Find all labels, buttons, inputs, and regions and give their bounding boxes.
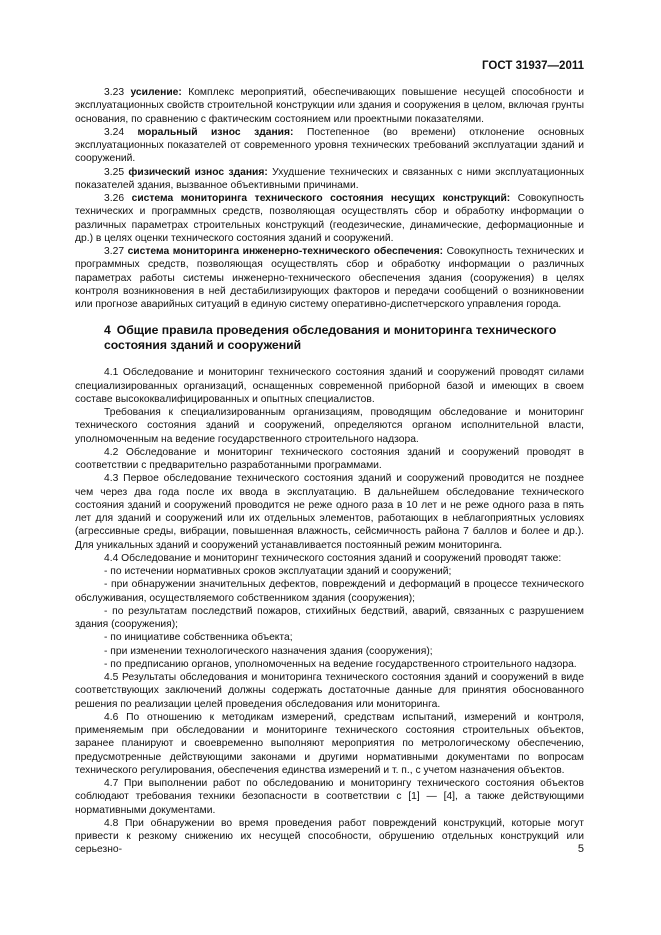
definition-3-23: 3.23 усиление: Комплекс мероприятий, обеспечивающих повышение несущей способности и эксплуатационных свойств строительной конструкции или здания и сооружения в целом, включая грунты основания, по сравнению с фактическим состоянием или проектными показателями. (75, 87, 584, 125)
list-item: - по истечении нормативных сроков эксплуатации зданий и сооружений; (104, 566, 452, 577)
definition-3-25: 3.25 физический износ здания: Ухудшение технических и связанных с ними эксплуатационных показателей здания, вызванное объективными причинами. (75, 166, 584, 191)
definition-text: Постепенное (во времени) отклонение основных эксплуатационных показателей от современного уровня технических требований эксплуатации зданий и сооружений. (75, 126, 584, 165)
definition-term: система мониторинга инженерно-технического обеспечения: (127, 246, 444, 257)
definition-term: физический износ здания: (128, 166, 268, 178)
paragraph-4-6: 4.6 По отношению к методикам измерений, средствам испытаний, измерений и контроля, применяемым при обследовании и мониторинге технического состояния строительных объектов, заранее планируют и своевременно выполняют мероприятия по метрологическому обеспечению, предусмотренные действующими законами и другими нормативными документами по вопросам технического регулирования, обеспечения единства измерений и т. п., с учетом назначения объектов. (75, 711, 584, 776)
paragraph-4-8: 4.8 При обнаружении во время проведения работ повреждений конструкций, которые могут привести к резкому снижению их несущей способности, обрушению отдельных конструкций или серьезно- (75, 817, 584, 856)
definition-3-24: 3.24 моральный износ здания: Постепенное (во времени) отклонение основных эксплуатационных показателей от современного уровня технических требований эксплуатации зданий и сооружений. (75, 126, 584, 165)
definition-term: моральный износ здания: (137, 126, 294, 138)
paragraph-4-1: 4.1 Обследование и мониторинг технического состояния зданий и сооружений проводят силами специализированных организаций, оснащенных современной приборной базой и имеющих в своем составе высококвалифицированных и опытных специалистов. (75, 367, 584, 405)
document-body (75, 86, 584, 857)
definition-text: Ухудшение технических и связанных с ними эксплуатационных показателей здания, вызванное объективными причинами. (75, 166, 584, 191)
paragraph-4-4: 4.4 Обследование и мониторинг технического состояния зданий и сооружений проводят также: (104, 552, 562, 564)
document-code: ГОСТ 31937—2011 (482, 60, 584, 72)
definition-3-26: 3.26 система мониторинга технического состояния несущих конструкций: Совокупность технических и программных средств, позволяющая осуществлять сбор и обработку информации о различных параметрах строительных конструкций (геодезические, динамические, деформационные и др.) в целях оценки технического состояния зданий и сооружений. (75, 193, 585, 244)
paragraph-4-2: 4.2 Обследование и мониторинг технического состояния зданий и сооружений проводят в соответствии с предварительно разработанными программами. (75, 446, 584, 471)
paragraph-4-3: 4.3 Первое обследование технического состояния зданий и сооружений проводится не позднее чем через два года после их ввода в эксплуатацию. В дальнейшем обследование технического состояния зданий и сооружений проводится не реже одного раза в 10 лет и не реже одного раза в пять лет для зданий и сооружений или их отдельных элементов, работающих в неблагоприятных условиях (агрессивные среды, вибрации, повышенная влажность, сейсмичность района 7 баллов и более и др.). Для уникальных зданий и сооружений устанавливается постоянный режим мониторинга. (75, 473, 584, 551)
definition-text: Совокупность технических и программных средств, позволяющая осуществлять сбор и обработку информации о различных параметрах строительных конструкций (геодезические, динамические, деформационные и др.) в целях оценки технического состояния зданий и сооружений. (75, 193, 585, 244)
definition-term: усиление: (130, 87, 182, 98)
list-item: - по предписанию органов, уполномоченных на ведение государственного строительного надзора. (104, 658, 577, 670)
section-number: 4 (104, 323, 111, 338)
list-item: - при изменении технологического назначения здания (сооружения); (104, 645, 433, 657)
list-item: - по инициативе собственника объекта; (104, 632, 293, 644)
page-number: 5 (577, 843, 584, 855)
paragraph-4-5: 4.5 Результаты обследования и мониторинга технического состояния зданий и сооружений в виде соответствующих заключений должны содержать достаточные данные для принятия обоснованного решения по реализации целей проведения обследования или мониторинга. (75, 672, 584, 710)
section-title-text: Общие правила проведения обследования и мониторинга технического состояния зданий и сооружений (104, 323, 557, 352)
list-item: - по результатам последствий пожаров, стихийных бедствий, аварий, связанных с разрушением здания (сооружения); (75, 605, 584, 630)
paragraph-4-7: 4.7 При выполнении работ по обследованию и мониторингу технического состояния объектов соблюдают требования техники безопасности в соответствии с [1] — [4], а также действующими нормативными документами. (75, 778, 584, 816)
definition-term: система мониторинга технического состояния несущих конструкций: (131, 193, 511, 204)
section-heading (75, 323, 584, 352)
definition-text: Комплекс мероприятий, обеспечивающих повышение несущей способности и эксплуатационных свойств строительной конструкции или здания и сооружения в целом, включая грунты основания, по сравнению с фактическим состоянием или проектными показателями. (75, 87, 584, 125)
list-item: - при обнаружении значительных дефектов, повреждений и деформаций в процессе технического обслуживания, осуществляемого собственником здания (сооружения); (75, 579, 584, 604)
paragraph-4-1-requirements: Требования к специализированным организациям, проводящим обследование и мониторинг технического состояния зданий и сооружений, определяются органом исполнительной власти, уполномоченным на ведение государственного строительного надзора. (75, 407, 584, 445)
definition-3-27: 3.27 система мониторинга инженерно-технического обеспечения: Совокупность технических и программных средств, позволяющая осуществлять сбор и обработку информации о различных параметрах работы системы инженерно-технического обеспечения здания (сооружения) в целях контроля возникновения в ней дестабилизирующих факторов и передачи сообщений о возникновении или прогнозе аварийных ситуаций в единую систему оперативно-диспетчерского управления города. (75, 246, 584, 310)
definition-text: Совокупность технических и программных средств, позволяющая осуществлять сбор и обработку информации о различных параметрах работы системы инженерно-технического обеспечения здания (сооружения) в целях контроля возникновения в ней дестабилизирующих факторов и передачи сообщений о возникновении или прогнозе аварийных ситуаций в единую систему оперативно-диспетчерского управления города. (75, 246, 584, 310)
